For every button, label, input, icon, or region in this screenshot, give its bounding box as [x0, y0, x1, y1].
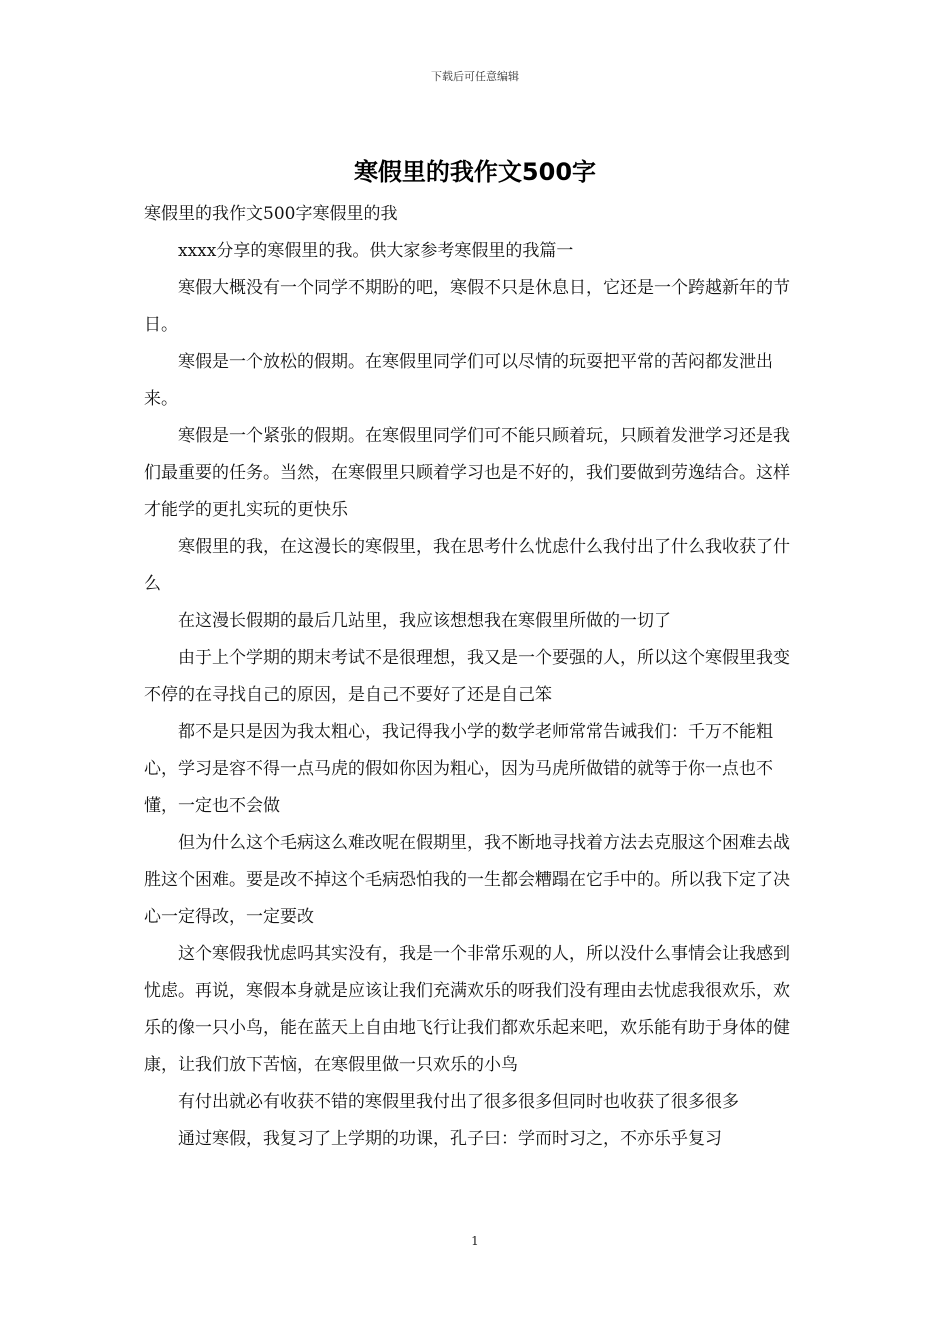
document-title: 寒假里的我作文500字 — [353, 158, 597, 186]
page-number: 1 — [471, 1234, 479, 1248]
paragraph: 这个寒假我忧虑吗其实没有，我是一个非常乐观的人，所以没什么事情会让我感到忧虑。再说，寒假本身就是应该让我们充满欢乐的呀我们没有理由去忧虑我很欢乐，欢乐的像一只小鸟，能在蓝天上自由地飞行让我们都欢乐起来吧，欢乐能有助于身体的健康，让我们放下苦恼，在寒假里做一只欢乐的小鸟 — [144, 944, 790, 1075]
paragraph: 但为什么这个毛病这么难改呢在假期里，我不断地寻找着方法去克服这个困难去战胜这个困难。要是改不掉这个毛病恐怕我的一生都会糟蹋在它手中的。所以我下定了决心一定得改，一定要改 — [144, 833, 790, 927]
paragraph: 通过寒假，我复习了上学期的功课，孔子曰：学而时习之，不亦乐乎复习 — [178, 1129, 722, 1149]
paragraph: 寒假大概没有一个同学不期盼的吧，寒假不只是休息日，它还是一个跨越新年的节日。 — [144, 278, 790, 335]
paragraph: 寒假是一个放松的假期。在寒假里同学们可以尽情的玩耍把平常的苦闷都发泄出来。 — [144, 352, 773, 409]
document-body — [144, 196, 806, 1158]
paragraph: 在这漫长假期的最后几站里，我应该想想我在寒假里所做的一切了 — [178, 611, 671, 631]
page-header: 下载后可任意编辑 — [431, 70, 519, 83]
paragraph: 寒假里的我，在这漫长的寒假里，我在思考什么忧虑什么我付出了什么我收获了什么 — [144, 537, 790, 594]
paragraph: 寒假是一个紧张的假期。在寒假里同学们可不能只顾着玩，只顾着发泄学习还是我们最重要的任务。当然，在寒假里只顾着学习也是不好的，我们要做到劳逸结合。这样才能学的更扎实玩的更快乐 — [144, 426, 790, 520]
paragraph: 有付出就必有收获不错的寒假里我付出了很多很多但同时也收获了很多很多 — [178, 1092, 739, 1112]
paragraph: xxxx分享的寒假里的我。供大家参考寒假里的我篇一 — [178, 241, 574, 261]
paragraph: 由于上个学期的期末考试不是很理想，我又是一个要强的人，所以这个寒假里我变不停的在寻找自己的原因，是自己不要好了还是自己笨 — [144, 648, 790, 705]
paragraph: 都不是只是因为我太粗心，我记得我小学的数学老师常常告诫我们：千万不能粗心，学习是容不得一点马虎的假如你因为粗心，因为马虎所做错的就等于你一点也不懂，一定也不会做 — [144, 722, 773, 816]
paragraph-subtitle: 寒假里的我作文500字寒假里的我 — [144, 204, 398, 224]
